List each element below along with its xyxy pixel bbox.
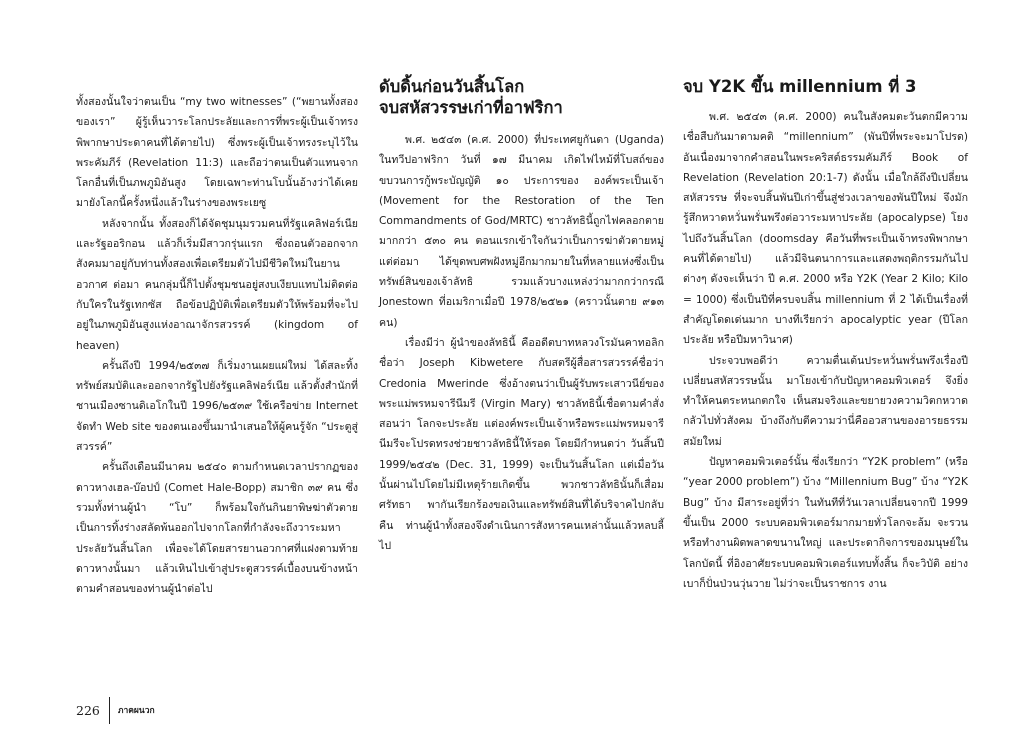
section-heading-line: จบสหัสวรรษเก่าที่อาฟริกา bbox=[379, 98, 563, 117]
paragraph: พ.ศ. ๒๕๔๓ (ค.ศ. 2000) คนในสังคมตะวันตกมีความเชื่อสืบกันมาตามคติ “millennium” (พันปีที่พระจะมาโปรด) อันเนื่องมาจากคำสอนในพระคริสต์ธรรมคัมภีร์ Book of Revelation (Revelation 20:1-7) ดังนั้น เมื่อใกล้ถึงปีเปลี่ยนสหัสวรรษ ที่จะจบสิ้นพันปีเก่าขึ้นสู่ช่วงเวลาของพันปีใหม่ จึงมักรู้สึกหวาดหวั่นพรั่นพรึงต่อวาระมหาประลัย (apocalypse) โยงไปถึงวันสิ้นโลก (doomsday คือวันที่พระเป็นเจ้าทรงพิพากษาคนที่ได้ตายไป) แล้วมีจินตนาการและแสดงพฤติกรรมกันไปต่างๆ ดังจะเห็นว่า ปี ค.ศ. 2000 หรือ Y2K (Year 2 Kilo; Kilo = 1000) ซึ่งเป็นปีที่ครบจบสิ้น millennium ที่ 2 ได้เป็นเรื่องที่สำคัญโดดเด่นมาก บางทีเรียกว่า apocalyptic year (ปีโลกประลัย หรือปีมหาวินาศ) bbox=[683, 111, 968, 347]
paragraph: พ.ศ. ๒๕๔๓ (ค.ศ. 2000) ที่ประเทศยูกันดา (Uganda) ในทวีปอาฟริกา วันที่ ๑๗ มีนาคม เกิดไฟไหม้ที่โบสถ์ของขบวนการกู้พระบัญญัติ ๑๐ ประการของ องค์พระเป็นเจ้า (Movement for the Restoration of the Ten Commandments of God/MRTC) ชาวลัทธินี้ถูกไฟคลอกตายมากกว่า ๕๓๐ คน ตอนแรกเข้าใจกันว่าเป็นการฆ่าตัวตายหมู่ แต่ต่อมา ได้ขุดพบศพฝังหมู่อีกมากมายในที่หลายแห่งซึ่งเป็นทรัพย์สินของเจ้าลัทธิ รวมแล้วบางแหล่งว่ามากกว่ากรณี Jonestown ที่อเมริกาเมื่อปี 1978/๒๕๒๑ (คราวนั้นตาย ๙๑๓ คน) bbox=[379, 134, 664, 329]
paragraph: ปัญหาคอมพิวเตอร์นั้น ซึ่งเรียกว่า “Y2K problem” (หรือ “year 2000 problem”) บ้าง “Millennium Bug” บ้าง “Y2K Bug” บ้าง มีสาระอยู่ที่ว่า ในทันทีที่วันเวลาเปลี่ยนจากปี 1999 ขึ้นเป็น 2000 ระบบคอมพิวเตอร์มากมายทั่วโลกจะล้ม จะรวน หรือทำงานผิดพลาดขนานใหญ่ และประดากิจการของมนุษย์ในโลกบัดนี้ ที่อิงอาศัยระบบคอมพิวเตอร์แทบทั้งสิ้น ก็จะวิบัติ อย่างเบาก็ปั่นป่วนวุ่นวาย ไม่ว่าจะเป็นราชการ งาน bbox=[683, 456, 968, 590]
page-footer bbox=[76, 700, 155, 720]
section-heading: จบ Y2K ขึ้น millennium ที่ 3 bbox=[683, 77, 917, 96]
column-3 bbox=[683, 76, 968, 594]
section-heading bbox=[379, 76, 664, 118]
paragraph: ครั้นถึงปี 1994/๒๕๓๗ ก็เริ่มงานเผยแผ่ใหม่ ได้สละทิ้งทรัพย์สมบัติและออกจากรัฐไปยังรัฐแคลิฟอร์เนีย แล้วตั้งสำนักที่ชานเมืองซานดิเอโกในปี 1996/๒๕๓๙ ใช้เครือข่าย Internet จัดทำ Web site ของตนเองขึ้นมานำเสนอให้ผู้คนรู้จัก “ประตูสู่สวรรค์” bbox=[76, 359, 359, 454]
paragraph: ทั้งสองนั้นใจว่าตนเป็น “my two witnesses” (“พยานทั้งสองของเรา” ผู้รู้เห็นวาระโลกประลัยและการที่พระผู้เป็นเจ้าทรงพิพากษาประดาคนที่ได้ตายไป) ซึ่งพระผู้เป็นเจ้าทรงระบุไว้ในพระคัมภีร์ (Revelation 11:3) และถือว่าตนเป็นตัวแทนจากโลกอื่นที่เป็นภพภูมิอันสูง โดยเฉพาะท่านโบนั้นอ้างว่าได้เคยมายังโลกนี้ครั้งหนึ่งแล้วในร่างของพระเยซู bbox=[76, 96, 358, 210]
paragraph: หลังจากนั้น ทั้งสองก็ได้จัดชุมนุมรวมคนที่รัฐแคลิฟอร์เนีย และรัฐออริกอน แล้วก็เริ่มมีสาวกรุ่นแรก ซึ่งถอนตัวออกจากสังคมมาอยู่กับท่านทั้งสองเพื่อเตรียมตัวไปมีชีวิตใหม่ในยานอวกาศ ต่อมา คนกลุ่มนี้ก็ไปตั้งชุมชนอยู่สงบเงียบแทบไม่ติดต่อกับใครในรัฐเทกซัส ถือข้อปฏิบัติเพื่อเตรียมตัวให้พร้อมที่จะไปอยู่ในภพภูมิอันสูงแห่งอาณาจักรสวรรค์ (kingdom of heaven) bbox=[76, 217, 358, 352]
paragraph: ครั้นถึงเดือนมีนาคม ๒๕๔๐ ตามกำหนดเวลาปรากฏของดาวหางเฮล-บ๊อปป์ (Comet Hale-Bopp) สมาชิก ๓๙ คน ซึ่งรวมทั้งท่านผู้นำ “โบ” ก็พร้อมใจกันกินยาพิษฆ่าตัวตาย เป็นการทิ้งร่างสลัดพ้นออกไปจากโลกที่กำลังจะถึงวาระมหาประลัยวันสิ้นโลก เพื่อจะได้โดยสารยานอวกาศที่แฝงตามท้ายดาวหางนั้นมา แล้วเหินไปเข้าสู่ประตูสวรรค์เบื้องบนข้างหน้าตามคำสอนของท่านผู้นำต่อไป bbox=[76, 461, 358, 596]
paragraph: ประจวบพอดีว่า ความตื่นเต้นประหวั่นพรั่นพรึงเรื่องปีเปลี่ยนสหัสวรรษนั้น มาโยงเข้ากับปัญหาคอมพิวเตอร์ จึงยิ่งทำให้คนตระหนกตกใจ เห็นสมจริงและขยายวงความวิตกหวาดกลัวไปทั่วสังคม บ้างถึงกับตีความว่านี่คืออวสานของอารยธรรมสมัยใหม่ bbox=[683, 354, 968, 448]
paragraph: เรื่องมีว่า ผู้นำของลัทธินี้ คืออดีตบาทหลวงโรมันคาทอลิกชื่อว่า Joseph Kibwetere กับสตรีผู้สื่อสารสวรรค์ชื่อว่า Credonia Mwerinde ซึ่งอ้างตนว่าเป็นผู้รับพระเสาวนีย์ของพระแม่พรหมจารีนีมรี (Virgin Mary) ชาวลัทธินี้เชื่อตามคำสั่งสอนว่า โลกจะประลัย แต่องค์พระเป็นเจ้าหรือพระแม่พรหมจารีนีมรีจะโปรดทรงช่วยชาวลัทธินี้ให้รอด โดยมีกำหนดว่า วันสิ้นปี 1999/๒๕๔๒ (Dec. 31, 1999) จะเป็นวันสิ้นโลก แต่เมื่อวันนั้นผ่านไปโดยไม่มีเหตุร้ายเกิดขึ้น พวกชาวลัทธินั้นก็เสื่อมศรัทธา พากันเรียกร้องขอเงินและทรัพย์สินที่ได้บริจาคไปกลับคืน ท่านผู้นำทั้งสองจึงดำเนินการสังหารคนเหล่านั้นแล้วหลบลี้ไป bbox=[379, 336, 664, 552]
section-heading-line: ดับดิ้นก่อนวันสิ้นโลก bbox=[379, 77, 525, 96]
page-number: 226 bbox=[76, 702, 100, 718]
section-name: ภาคผนวก bbox=[117, 706, 155, 716]
column-1 bbox=[76, 76, 358, 599]
footer-divider bbox=[109, 697, 110, 724]
column-2 bbox=[379, 76, 664, 556]
